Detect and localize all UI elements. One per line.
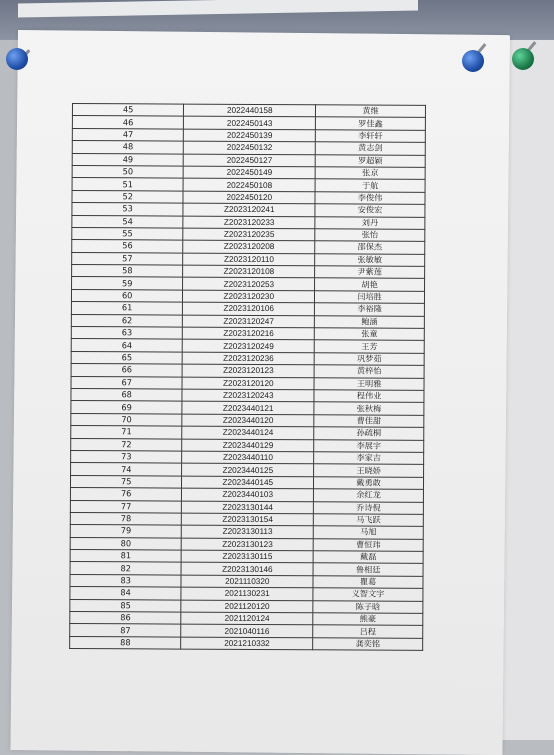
student-name: 于航 [315,179,425,192]
student-id: 2021110320 [181,575,313,588]
row-number: 61 [71,302,183,315]
student-name: 马飞跃 [313,514,423,527]
student-name: 李家吉 [314,452,424,465]
row-number: 73 [71,450,183,463]
row-number: 67 [71,376,183,389]
row-number: 79 [70,525,182,538]
student-id: Z2023120106 [183,302,315,315]
student-name: 乔诗倪 [314,501,424,514]
student-name: 巩梦茹 [314,353,424,366]
student-name: 黄梓怡 [314,365,424,378]
student-name: 黄志剑 [315,142,425,155]
student-name: 瞿葛 [313,576,423,589]
student-name: 张京 [315,167,425,180]
student-name: 余红龙 [314,489,424,502]
row-number: 48 [72,141,184,154]
student-id: Z2023120236 [183,352,315,365]
row-number: 52 [72,190,184,203]
student-id: 2021040116 [181,624,313,637]
student-name: 曹佳甜 [314,415,424,428]
student-id: 2021210332 [181,637,313,650]
row-number: 81 [70,550,182,563]
row-number: 54 [72,215,184,228]
row-number: 76 [70,488,182,501]
student-name: 李轩轩 [315,130,425,143]
row-number: 74 [71,463,183,476]
student-name: 张童 [314,328,424,341]
student-name: 罗佳鑫 [316,117,426,130]
student-id: 2021120124 [181,612,313,625]
row-number: 87 [70,624,182,637]
student-id: 2022450120 [183,191,315,204]
student-id: Z2023120235 [183,228,315,241]
student-name: 程伟业 [314,390,424,403]
student-name: 熊豪 [313,613,423,626]
student-id: Z2023440125 [182,463,314,476]
row-number: 77 [70,500,182,513]
student-name: 安俊宏 [315,204,425,217]
row-number: 60 [71,289,183,302]
student-id: Z2023120120 [182,377,314,390]
student-id: Z2023440120 [182,414,314,427]
row-number: 83 [70,574,182,587]
row-number: 55 [72,227,184,240]
student-id: 2022450108 [183,178,315,191]
row-number: 63 [71,327,183,340]
row-number: 68 [71,388,183,401]
student-name: 罗超颖 [315,154,425,167]
student-name: 戴磊 [313,551,423,564]
student-id: 2022450132 [184,141,316,154]
row-number: 78 [70,512,182,525]
student-id: Z2023130123 [182,538,314,551]
student-id: Z2023120233 [183,216,315,229]
roster-table [69,103,426,651]
student-name: 戴勇敢 [314,476,424,489]
student-id: Z2023130144 [182,501,314,514]
student-name: 龚奕铭 [313,638,423,651]
student-name: 王明雅 [314,377,424,390]
row-number: 49 [72,153,184,166]
student-name: 吕程 [313,625,423,638]
row-number: 62 [71,314,183,327]
student-id: Z2023440110 [182,451,314,464]
student-name: 刘丹 [315,216,425,229]
student-name: 胡艳 [315,278,425,291]
row-number: 84 [70,587,182,600]
student-name: 义智文宇 [313,588,423,601]
student-name: 李展宇 [314,439,424,452]
student-name: 李裕隆 [315,303,425,316]
student-name: 鲍涵 [314,315,424,328]
table-row [70,636,423,650]
row-number: 45 [72,104,184,117]
student-id: Z2023440121 [182,401,314,414]
row-number: 71 [71,426,183,439]
student-id: 2022440158 [184,104,316,117]
row-number: 64 [71,339,183,352]
student-name: 马旭 [313,526,423,539]
row-number: 57 [72,252,184,265]
student-id: Z2023120123 [183,364,315,377]
student-name: 陈子晗 [313,600,423,613]
student-id: 2021120120 [181,600,313,613]
row-number: 59 [72,277,184,290]
row-number: 46 [72,116,184,129]
student-name: 张秋梅 [314,402,424,415]
row-number: 58 [72,265,184,278]
row-number: 56 [72,240,184,253]
row-number: 82 [70,562,182,575]
student-id: Z2023120110 [183,253,315,266]
row-number: 65 [71,351,183,364]
student-name: 邵保杰 [315,241,425,254]
row-number: 80 [70,537,182,550]
student-id: 2021130231 [181,587,313,600]
student-id: Z2023120208 [183,240,315,253]
row-number: 86 [70,612,182,625]
student-id: Z2023440124 [182,426,314,439]
student-id: Z2023440129 [182,439,314,452]
row-number: 53 [72,203,184,216]
student-name: 王芳 [314,340,424,353]
student-name: 尹紫莲 [315,266,425,279]
student-id: 2022450127 [184,154,316,167]
student-name: 闫培胜 [315,291,425,304]
student-id: 2022450139 [184,129,316,142]
row-number: 88 [70,636,182,649]
student-name: 王晓娇 [314,464,424,477]
student-id: Z2023440103 [182,488,314,501]
student-id: Z2023120247 [183,315,315,328]
row-number: 66 [71,364,183,377]
row-number: 69 [71,401,183,414]
roster-table-body [70,104,426,651]
student-name: 鲁相廷 [313,563,423,576]
student-name: 张敏敏 [315,253,425,266]
student-id: Z2023120230 [183,290,315,303]
student-id: Z2023120253 [183,278,315,291]
student-id: Z2023130154 [182,513,314,526]
student-name: 张怡 [315,229,425,242]
row-number: 50 [72,165,184,178]
student-id: Z2023120243 [182,389,314,402]
student-id: Z2023130146 [181,563,313,576]
student-name: 李俊伟 [315,192,425,205]
student-name: 曹恒玮 [313,538,423,551]
row-number: 47 [72,128,184,141]
row-number: 85 [70,599,182,612]
student-name: 孙疏桐 [314,427,424,440]
student-id: Z2023120241 [183,203,315,216]
student-id: 2022450149 [184,166,316,179]
row-number: 70 [71,413,183,426]
student-id: Z2023440145 [182,476,314,489]
student-id: Z2023120216 [183,327,315,340]
row-number: 75 [70,475,182,488]
row-number: 72 [71,438,183,451]
student-id: 2022450143 [184,116,316,129]
student-id: Z2023120108 [183,265,315,278]
student-id: Z2023130113 [182,525,314,538]
row-number: 51 [72,178,184,191]
student-name: 黄维 [316,105,426,118]
student-id: Z2023120249 [183,340,315,353]
student-id: Z2023130115 [182,550,314,563]
